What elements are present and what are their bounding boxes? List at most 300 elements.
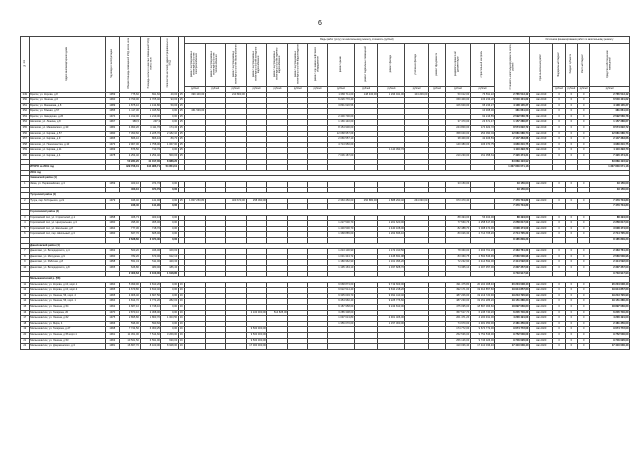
table-cell: 186,40: [161, 265, 178, 271]
table-cell: [308, 344, 328, 350]
table-cell: 33 150,00: [495, 187, 530, 193]
table-cell: 23 671,47: [470, 120, 495, 126]
table-cell: 782,20: [119, 254, 140, 260]
table-cell: 2 400 700,00: [327, 114, 354, 120]
table-cell: 0: [565, 310, 577, 316]
table-cell: 9 719 669,00: [378, 282, 405, 288]
table-cell: 2 374,40: [140, 237, 161, 243]
table-cell: 258 990,00: [246, 198, 267, 204]
header-unit: рублей: [553, 86, 565, 92]
table-row: [21, 344, 630, 350]
table-cell: 7 479 734,80: [590, 198, 630, 204]
table-cell: 2 258 617,00: [470, 221, 495, 227]
table-cell: Братск, ул. Южная, д.57: [29, 109, 105, 115]
table-cell: 1990: [106, 131, 120, 137]
table-cell: 1 003,50: [161, 316, 178, 322]
table-cell: 2 182,10: [161, 131, 178, 137]
table-cell: 0: [553, 114, 565, 120]
table-cell: 0: [553, 92, 565, 98]
table-cell: 19 213 720,90: [590, 293, 630, 299]
table-cell: 1 262 836,10: [378, 232, 405, 238]
table-cell: 4 960 210,75: [590, 142, 630, 148]
table-cell: 1967: [106, 120, 120, 126]
table-cell: 973 470,40: [446, 198, 471, 204]
table-cell: 16: [178, 310, 184, 316]
table-cell: 461 539,00: [184, 109, 205, 115]
table-cell: 18 897 066,60: [495, 305, 530, 311]
table-cell: 88 494,00: [590, 215, 630, 221]
table-cell: 0: [553, 137, 565, 143]
table-cell: 9 733 917,93: [590, 271, 630, 277]
table-cell: 2 714 705,20: [495, 232, 530, 238]
table-cell: 395,00: [119, 221, 140, 227]
header-cell: Местный бюджет: [578, 44, 590, 87]
table-cell: 0: [565, 321, 577, 327]
table-cell: 2 363 450,00: [327, 198, 354, 204]
table-cell: 1963: [106, 338, 120, 344]
table-cell: 18 897 066,60: [590, 305, 630, 311]
table-cell: 78 360,00: [446, 249, 471, 255]
table-cell: 0: [553, 344, 565, 350]
table-cell: 4 200 491,00: [470, 316, 495, 322]
table-cell: Гороховский пос, пер. Школьный, д.3: [29, 232, 105, 238]
table-cell: 63 889 423,92: [495, 159, 530, 165]
table-cell: 7 514,60: [140, 333, 161, 339]
table-cell: 2 560 536,96: [495, 254, 530, 260]
table-cell: 20 204 008,40: [495, 282, 530, 288]
table-cell: 866,10: [140, 137, 161, 143]
table-cell: 0: [565, 142, 577, 148]
table-cell: 2 147 363,66: [590, 137, 630, 143]
table-cell: Авг.2020: [529, 198, 552, 204]
table-cell: 25: [178, 120, 184, 126]
table-cell: 4 108 135,27: [495, 103, 530, 109]
table-cell: 1962: [106, 249, 120, 255]
header-unit: рублей: [225, 86, 246, 92]
table-cell: 0: [553, 338, 565, 344]
table-cell: 18 897 066,60: [470, 305, 495, 311]
page-number: 6: [318, 20, 322, 27]
table-cell: Шелехов, ул. Кирова, д.9: [29, 137, 105, 143]
table-cell: 133 233,22: [470, 98, 495, 104]
table-cell: 11 451,00: [119, 333, 140, 339]
table-cell: 0: [565, 316, 577, 322]
table-cell: 25: [178, 98, 184, 104]
header-cell: утепление фасада: [405, 44, 428, 87]
table-cell: 0: [578, 299, 590, 305]
table-cell: 0: [578, 282, 590, 288]
header-cell: ремонт внутридомовых инженерных систем горячего водоснабжения: [267, 44, 288, 87]
table-cell: 0: [578, 316, 590, 322]
table-cell: 19 213 720,90: [470, 293, 495, 299]
table-cell: 1 110 393,70: [495, 148, 530, 154]
table-cell: Авг.2020: [529, 338, 552, 344]
table-cell: 54 854,61: [161, 165, 178, 171]
table-cell: 7 479 734,80: [590, 204, 630, 210]
table-cell: Малышевичск, ул. Ленина, д.53: [29, 338, 105, 344]
table-cell: [405, 344, 428, 350]
table-cell: 2 714 705,20: [470, 232, 495, 238]
table-cell: 492 171,00: [446, 288, 471, 294]
header-cell: строительный контроль: [470, 44, 495, 87]
table-cell: 3 667,50: [140, 293, 161, 299]
table-cell: 1 227 500,70: [327, 221, 354, 227]
table-cell: 1975: [106, 316, 120, 322]
table-cell: 8 574 622,72: [590, 126, 630, 132]
table-cell: 2 100 000,00: [246, 310, 267, 316]
table-cell: Шелехов, ул. Ленина, д.8: [29, 120, 105, 126]
table-cell: 25: [178, 198, 184, 204]
table-cell: 17 410 036,40: [495, 344, 530, 350]
table-cell: 0: [578, 288, 590, 294]
table-cell: 77 560,76: [446, 221, 471, 227]
table-cell: 0: [565, 215, 577, 221]
table-cell: 0: [578, 126, 590, 132]
table-cell: Малышевичск, ул. Ленина, д.62: [29, 316, 105, 322]
table-cell: 1 110 393,70: [378, 148, 405, 154]
table-cell: 201 471,20: [446, 316, 471, 322]
table-cell: Шелехов, ул. Маяковского, д.30: [29, 126, 105, 132]
table-cell: 6 060,25: [140, 327, 161, 333]
table-cell: 3 748,10: [140, 305, 161, 311]
table-cell: 3 008 474,00: [470, 226, 495, 232]
table-cell: 0,00: [161, 148, 178, 154]
table-cell: 0: [578, 333, 590, 339]
table-cell: 4 960 210,75: [495, 142, 530, 148]
table-cell: 0: [578, 131, 590, 137]
table-cell: 356: [21, 131, 30, 137]
table-cell: 2 714 705,20: [590, 232, 630, 238]
table-cell: Авг.2020: [529, 305, 552, 311]
table-cell: 0: [578, 120, 590, 126]
table-cell: 25: [178, 126, 184, 132]
table-cell: 0: [565, 221, 577, 227]
table-cell: 1965: [106, 293, 120, 299]
table-cell: 0: [565, 131, 577, 137]
table-cell: 56 464,00: [470, 215, 495, 221]
table-cell: 6 245 740,20: [590, 310, 630, 316]
table-cell: 406,73: [119, 215, 140, 221]
table-cell: 1 067,00: [161, 142, 178, 148]
table-cell: 0: [578, 321, 590, 327]
table-cell: [267, 344, 288, 350]
table-cell: Зима, ул. Первомайская, д.3: [29, 182, 105, 188]
table-cell: 8 185 809,20: [495, 237, 530, 243]
table-cell: Авг.2019: [529, 137, 552, 143]
table-cell: 9 746 026,00: [470, 338, 495, 344]
table-cell: 1962: [106, 305, 120, 311]
table-cell: 50 012,00: [446, 92, 471, 98]
table-cell: 0: [565, 265, 577, 271]
table-cell: 38 400,00: [446, 137, 471, 143]
table-cell: 12 681 086,73: [590, 131, 630, 137]
table-cell: [205, 344, 225, 350]
table-cell: 1 086 711,00: [327, 92, 354, 98]
table-cell: 1 430 500,70: [327, 226, 354, 232]
table-cell: 2 638,60: [119, 237, 140, 243]
table-cell: 403,10: [119, 187, 140, 193]
table-cell: Авг.2020: [529, 226, 552, 232]
table-cell: 4 814,70: [119, 299, 140, 305]
table-cell: 174,40: [161, 126, 178, 132]
table-cell: 1 440 108,00: [378, 226, 405, 232]
header-cell: Адрес многоквартирного дома: [29, 37, 105, 93]
table-cell: 4 687,10: [119, 305, 140, 311]
table-cell: 7 479 734,80: [495, 198, 530, 204]
table-cell: 0,00: [161, 221, 178, 227]
table-cell: 1 097 613,80: [327, 316, 354, 322]
table-cell: 3 285 308,00: [327, 310, 354, 316]
table-cell: 1960: [106, 232, 120, 238]
table-cell: 0,00: [161, 204, 178, 210]
table-cell: 1 863,70: [140, 316, 161, 322]
table-cell: 140 380,00: [446, 142, 471, 148]
table-cell: 2: [21, 198, 30, 204]
table-cell: 2 560 536,96: [470, 254, 495, 260]
table-cell: 16: [21, 310, 30, 316]
table-cell: [184, 344, 205, 350]
table-cell: 5 099,90: [119, 282, 140, 288]
table-cell: 775,60: [119, 92, 140, 98]
table-cell: 40,00: [161, 92, 178, 98]
table-cell: 0: [553, 142, 565, 148]
header-cell: Количество жителей, зарегистрированных в МКД: [161, 37, 178, 93]
table-cell: Авг.2020: [529, 221, 552, 227]
table-cell: 16: [178, 288, 184, 294]
table-cell: 80 026,30: [446, 232, 471, 238]
table-cell: 25: [178, 103, 184, 109]
table-cell: 2 307 357,00: [470, 265, 495, 271]
table-cell: Авг.2019: [529, 142, 552, 148]
table-cell: 1989: [106, 103, 120, 109]
table-cell: 9 752 536,00: [470, 333, 495, 339]
table-cell: 1958: [106, 215, 120, 221]
table-cell: 1965: [106, 137, 120, 143]
table-cell: 76 591,22: [470, 92, 495, 98]
header-group-works: Виды работ (услуг) по капитальному ремонту, стоимость (рублей): [184, 37, 529, 44]
table-cell: 866,10: [119, 137, 140, 143]
table-cell: 350: [21, 98, 30, 104]
table-cell: 1 157 286,67: [590, 120, 630, 126]
table-cell: 0,00: [161, 327, 178, 333]
table-cell: 1 134,80: [140, 103, 161, 109]
table-cell: Авг.2019: [529, 103, 552, 109]
table-cell: 4 679,80: [119, 288, 140, 294]
table-cell: 9 668 873,60: [327, 282, 354, 288]
table-cell: 6 591,90: [140, 338, 161, 344]
table-cell: 353: [21, 114, 30, 120]
table-cell: 3 813,20: [140, 282, 161, 288]
table-cell: 25: [178, 114, 184, 120]
table-cell: 3 813,40: [140, 288, 161, 294]
table-cell: 0: [553, 321, 565, 327]
table-cell: 1960: [106, 221, 120, 227]
table-cell: 6: [21, 232, 30, 238]
table-cell: 9 634 218,20: [378, 288, 405, 294]
table-cell: [225, 344, 246, 350]
table-cell: 876,50: [119, 148, 140, 154]
table-cell: 1 172 310,50: [378, 249, 405, 255]
table-cell: 1 157 300,00: [378, 321, 405, 327]
table-cell: 7: [21, 249, 30, 255]
table-cell: 9 622 514,40: [327, 288, 354, 294]
table-cell: 409 670,00: [225, 198, 246, 204]
table-cell: 210 230,00: [446, 154, 471, 160]
table-cell: 25: [178, 109, 184, 115]
table-cell: 17 410 036,40: [470, 344, 495, 350]
table-cell: 1960: [106, 98, 120, 104]
table-cell: 0: [553, 316, 565, 322]
table-cell: 2 463 761,20: [495, 249, 530, 255]
table-cell: 514 825,00: [267, 310, 288, 316]
header-cell: Бюджет субъекта: [565, 44, 577, 87]
table-cell: 7 420 474,21: [495, 154, 530, 160]
table-cell: 33 150,00: [590, 182, 630, 188]
table-cell: 0,00: [161, 310, 178, 316]
header-unit: рублей: [470, 86, 495, 92]
table-cell: 0: [553, 305, 565, 311]
table-cell: 1 618,80: [161, 271, 178, 277]
table-cell: 16: [178, 327, 184, 333]
table-cell: 0: [578, 92, 590, 98]
table-cell: 3 269,00: [161, 333, 178, 339]
table-cell: 16: [178, 305, 184, 311]
table-cell: 2 100,00: [140, 271, 161, 277]
table-cell: 1 296 941,00: [378, 92, 405, 98]
table-cell: 0: [553, 333, 565, 339]
table-cell: 0,00: [161, 120, 178, 126]
table-cell: 0: [578, 198, 590, 204]
table-cell: 0: [578, 109, 590, 115]
table-cell: 92 216,55: [470, 114, 495, 120]
table-cell: Авг.2020: [529, 260, 552, 266]
table-cell: 630,00: [161, 338, 178, 344]
table-cell: 4 254,40: [119, 154, 140, 160]
table-cell: 8 100,00: [140, 344, 161, 350]
table-cell: 2 463 761,20: [470, 249, 495, 255]
table-cell: 0: [565, 232, 577, 238]
table-cell: 1965: [106, 265, 120, 271]
table-cell: Авг.2020: [529, 299, 552, 305]
table-cell: [378, 344, 405, 350]
table-cell: 4 111,70: [140, 126, 161, 132]
table-cell: Данилово, ул. Мичурина, д.9: [29, 254, 105, 260]
table-cell: 1974: [106, 114, 120, 120]
table-cell: 7 744,50: [119, 327, 140, 333]
table-cell: 0: [565, 198, 577, 204]
table-cell: 0: [565, 299, 577, 305]
table-cell: 0: [553, 198, 565, 204]
table-cell: 399 100,00: [184, 92, 205, 98]
table-cell: 0: [578, 154, 590, 160]
table-cell: 148 430,00: [354, 92, 377, 98]
table-cell: 19: [21, 327, 30, 333]
table-cell: Гороховский район (4): [29, 209, 629, 215]
table-cell: 2 765 513,42: [590, 92, 630, 98]
header-unit: рублей: [428, 86, 445, 92]
table-cell: 718,70: [140, 226, 161, 232]
table-cell: 7 479 734,80: [495, 204, 530, 210]
table-cell: 20 204 008,40: [590, 282, 630, 288]
table-cell: 1 031 343,72: [327, 254, 354, 260]
table-cell: 0: [553, 232, 565, 238]
table-cell: Авг.2020: [529, 316, 552, 322]
table-cell: 0: [578, 254, 590, 260]
table-cell: 1 180 962,90: [327, 260, 354, 266]
table-cell: 8 888,20: [161, 159, 178, 165]
table-cell: Гороховский пос, ул. Центральная, д.3: [29, 221, 105, 227]
table-cell: 374,70: [140, 182, 161, 188]
table-cell: 6 540 401,62: [495, 98, 530, 104]
header-unit: рублей: [327, 86, 354, 92]
header-cell: Срок выполнения работ: [529, 44, 552, 93]
table-cell: 213 800,00: [225, 92, 246, 98]
table-cell: Малышевичск, ул. Ленина, д.54: [29, 305, 105, 311]
header-cell: № п/п: [21, 37, 30, 93]
table-cell: 360: [21, 154, 30, 160]
table-cell: Братск, ул. Кирова, д.8: [29, 92, 105, 98]
table-cell: Авг.2020: [529, 310, 552, 316]
table-cell: 33 150,00: [495, 182, 530, 188]
table-cell: 480,00: [140, 265, 161, 271]
table-cell: 9 674 772,00: [470, 327, 495, 333]
table-cell: 8: [21, 254, 30, 260]
table-cell: 13: [21, 293, 30, 299]
table-cell: 1 110 393,70: [590, 148, 630, 154]
table-cell: 349: [21, 92, 30, 98]
table-cell: 0: [553, 182, 565, 188]
table-cell: 282,00: [161, 299, 178, 305]
header-cell: ремонт внутридомовых инженерных систем водоотведения: [288, 44, 308, 87]
table-cell: Малышевичский р. (58): [29, 277, 629, 283]
table-cell: 1978: [106, 154, 120, 160]
table-cell: 0: [565, 126, 577, 132]
table-body: [21, 92, 630, 349]
table-cell: Авг.2020: [529, 333, 552, 339]
table-cell: 1979: [106, 198, 120, 204]
table-cell: 2019 год: [29, 170, 629, 176]
table-cell: 358 040,00: [446, 131, 471, 137]
table-cell: 354: [21, 120, 30, 126]
table-cell: 0: [565, 260, 577, 266]
table-cell: Зиминский район (1): [29, 176, 629, 182]
table-cell: 6 226 770,40: [327, 98, 354, 104]
table-cell: 0: [578, 215, 590, 221]
table-cell: 2 481 350,00: [495, 321, 530, 327]
table-cell: 297,3: [140, 120, 161, 126]
table-cell: 2 368,00: [140, 310, 161, 316]
table-cell: 551,43: [119, 260, 140, 266]
table-cell: 1 758,00: [140, 142, 161, 148]
table-cell: 1955: [106, 109, 120, 115]
table-cell: 9 752 536,00: [590, 333, 630, 339]
table-cell: 17 000 000,00: [246, 344, 267, 350]
table-cell: 0: [565, 154, 577, 160]
table-cell: 0: [578, 293, 590, 299]
table-cell: 88 494,00: [446, 215, 471, 221]
table-cell: Авг.2020: [529, 321, 552, 327]
table-cell: 3 891 620,56: [327, 103, 354, 109]
table-cell: 174 922,72: [470, 126, 495, 132]
table-cell: 93,00: [161, 98, 178, 104]
table-cell: 9 500 000,00: [246, 338, 267, 344]
header-unit: рублей: [288, 86, 308, 92]
table-cell: 4 225,70: [140, 131, 161, 137]
table-cell: 0: [565, 305, 577, 311]
table-cell: 0: [553, 126, 565, 132]
header-unit: рублей: [578, 86, 590, 92]
table-cell: Гороховский пос, ул. Школьная, д.8: [29, 226, 105, 232]
